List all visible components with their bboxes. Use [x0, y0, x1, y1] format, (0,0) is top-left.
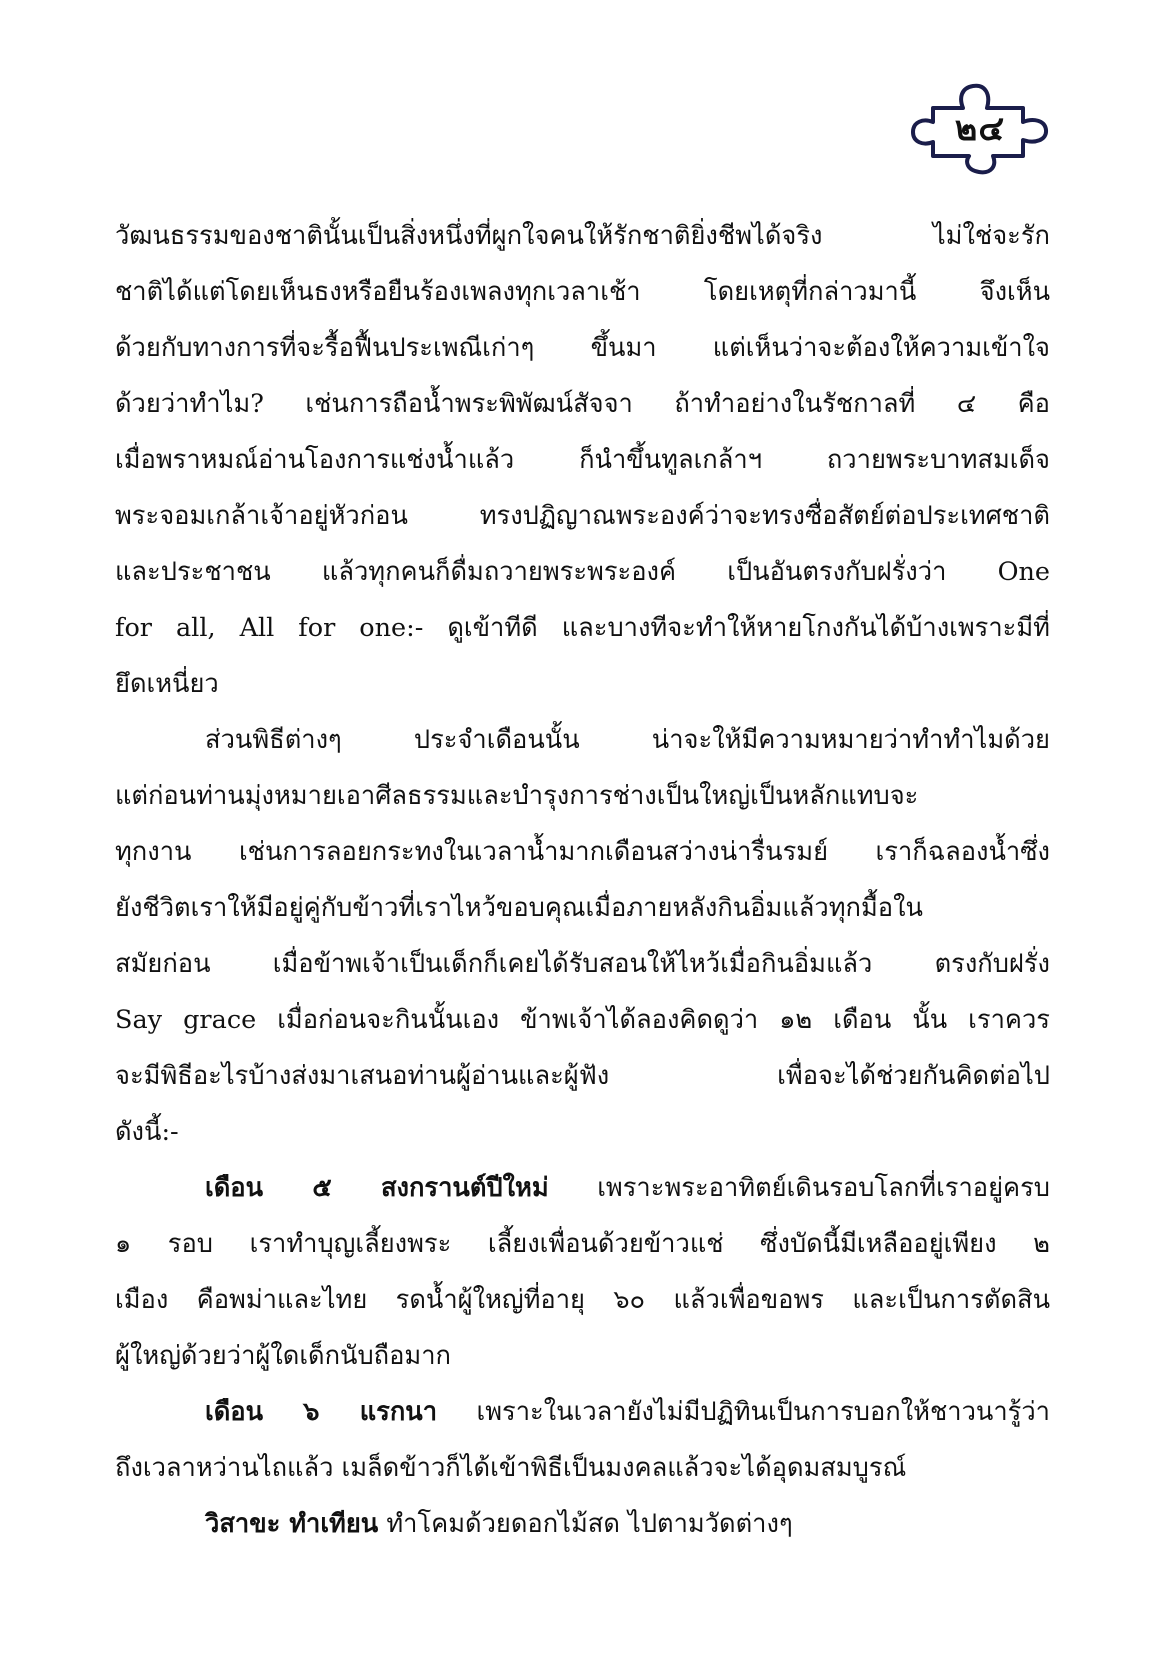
month-heading: วิสาขะ ทำเทียน [205, 1509, 379, 1539]
text-line: ด้วยกับทางการที่จะรื้อฟื้นประเพณีเก่าๆ ขึ้นมา แต่เห็นว่าจะต้องให้ความเข้าใจ [115, 333, 1050, 363]
paragraph [115, 1496, 1050, 1552]
text-line: จะมีพิธีอะไรบ้างส่งมาเสนอท่านผู้อ่านและผู้ฟัง เพื่อจะได้ช่วยกันคิดต่อไป [115, 1061, 1050, 1091]
text-line: ชาติได้แต่โดยเห็นธงหรือยืนร้องเพลงทุกเวลาเช้า โดยเหตุที่กล่าวมานี้ จึงเห็น [115, 277, 1050, 307]
text-line: เมื่อพราหมณ์อ่านโองการแช่งน้ำแล้ว ก็นำขึ้นทูลเกล้าฯ ถวายพระบาทสมเด็จ [115, 445, 1050, 475]
text-line: ยังชีวิตเราให้มีอยู่คู่กับข้าวที่เราไหว้ขอบคุณเมื่อภายหลังกินอิ่มแล้วทุกมื้อใน [115, 893, 923, 923]
month-heading: เดือน ๕ สงกรานต์ปีใหม่ [205, 1173, 549, 1203]
text-run: ทำโคมด้วยดอกไม้สด ไปตามวัดต่างๆ [378, 1509, 793, 1539]
text-line: ผู้ใหญ่ด้วยว่าผู้ใดเด็กนับถือมาก [115, 1341, 451, 1371]
text-line: for all, All for one:- ดูเข้าทีดี และบางทีจะทำให้หายโกงกันได้บ้างเพราะมีที่ [115, 613, 1050, 643]
paragraph [115, 712, 1050, 1160]
text-line: Say grace เมื่อก่อนจะกินนั้นเอง ข้าพเจ้าได้ลองคิดดูว่า ๑๒ เดือน นั้น เราควร [115, 1005, 1050, 1035]
text-line: ๑ รอบ เราทำบุญเลี้ยงพระ เลี้ยงเพื่อนด้วยข้าวแช่ ซึ่งบัดนี้มีเหลืออยู่เพียง ๒ [115, 1229, 1050, 1259]
text-line [115, 1496, 1050, 1552]
text-run: เพราะในเวลายังไม่มีปฏิทินเป็นการบอกให้ชาวนารู้ว่า [437, 1397, 1050, 1427]
text-line: วัฒนธรรมของชาตินั้นเป็นสิ่งหนึ่งที่ผูกใจคนให้รักชาติยิ่งชีพได้จริง ไม่ใช่จะรัก [115, 221, 1050, 251]
paragraph [115, 1160, 1050, 1384]
text-line: ยึดเหนี่ยว [115, 669, 219, 699]
text-line: ด้วยว่าทำไม? เช่นการถือน้ำพระพิพัฒน์สัจจา ถ้าทำอย่างในรัชกาลที่ ๔ คือ [115, 389, 1050, 419]
page-number: ๒๔ [954, 109, 1006, 149]
text-line: ถึงเวลาหว่านไถแล้ว เมล็ดข้าวก็ได้เข้าพิธีเป็นมงคลแล้วจะได้อุดมสมบูรณ์ [115, 1453, 907, 1483]
month-heading: เดือน ๖ แรกนา [205, 1397, 438, 1427]
paragraph [115, 208, 1050, 712]
text-line: ดังนี้:- [115, 1117, 179, 1147]
page-number-badge [905, 78, 1055, 178]
text-line: เมือง คือพม่าและไทย รดน้ำผู้ใหญ่ที่อายุ ๖๐ แล้วเพื่อขอพร และเป็นการตัดสิน [115, 1285, 1050, 1315]
text-line [115, 1384, 1050, 1440]
text-line: ส่วนพิธีต่างๆ ประจำเดือนนั้น น่าจะให้มีความหมายว่าทำทำไมด้วย [205, 725, 1050, 755]
document-body [115, 208, 1050, 1552]
text-line: และประชาชน แล้วทุกคนก็ดื่มถวายพระพระองค์ เป็นอันตรงกับฝรั่งว่า One [115, 557, 1050, 587]
text-line: สมัยก่อน เมื่อข้าพเจ้าเป็นเด็กก็เคยได้รับสอนให้ไหว้เมื่อกินอิ่มแล้ว ตรงกับฝรั่ง [115, 949, 1050, 979]
text-line: ทุกงาน เช่นการลอยกระทงในเวลาน้ำมากเดือนสว่างน่ารื่นรมย์ เราก็ฉลองน้ำซึ่ง [115, 837, 1050, 867]
paragraph [115, 1384, 1050, 1496]
text-run: เพราะพระอาทิตย์เดินรอบโลกที่เราอยู่ครบ [548, 1173, 1050, 1203]
text-line: พระจอมเกล้าเจ้าอยู่หัวก่อน ทรงปฏิญาณพระองค์ว่าจะทรงซื่อสัตย์ต่อประเทศชาติ [115, 501, 1050, 531]
text-line [115, 1160, 1050, 1216]
text-line: แต่ก่อนท่านมุ่งหมายเอาศีลธรรมและบำรุงการช่างเป็นใหญ่เป็นหลักแทบจะ [115, 781, 919, 811]
